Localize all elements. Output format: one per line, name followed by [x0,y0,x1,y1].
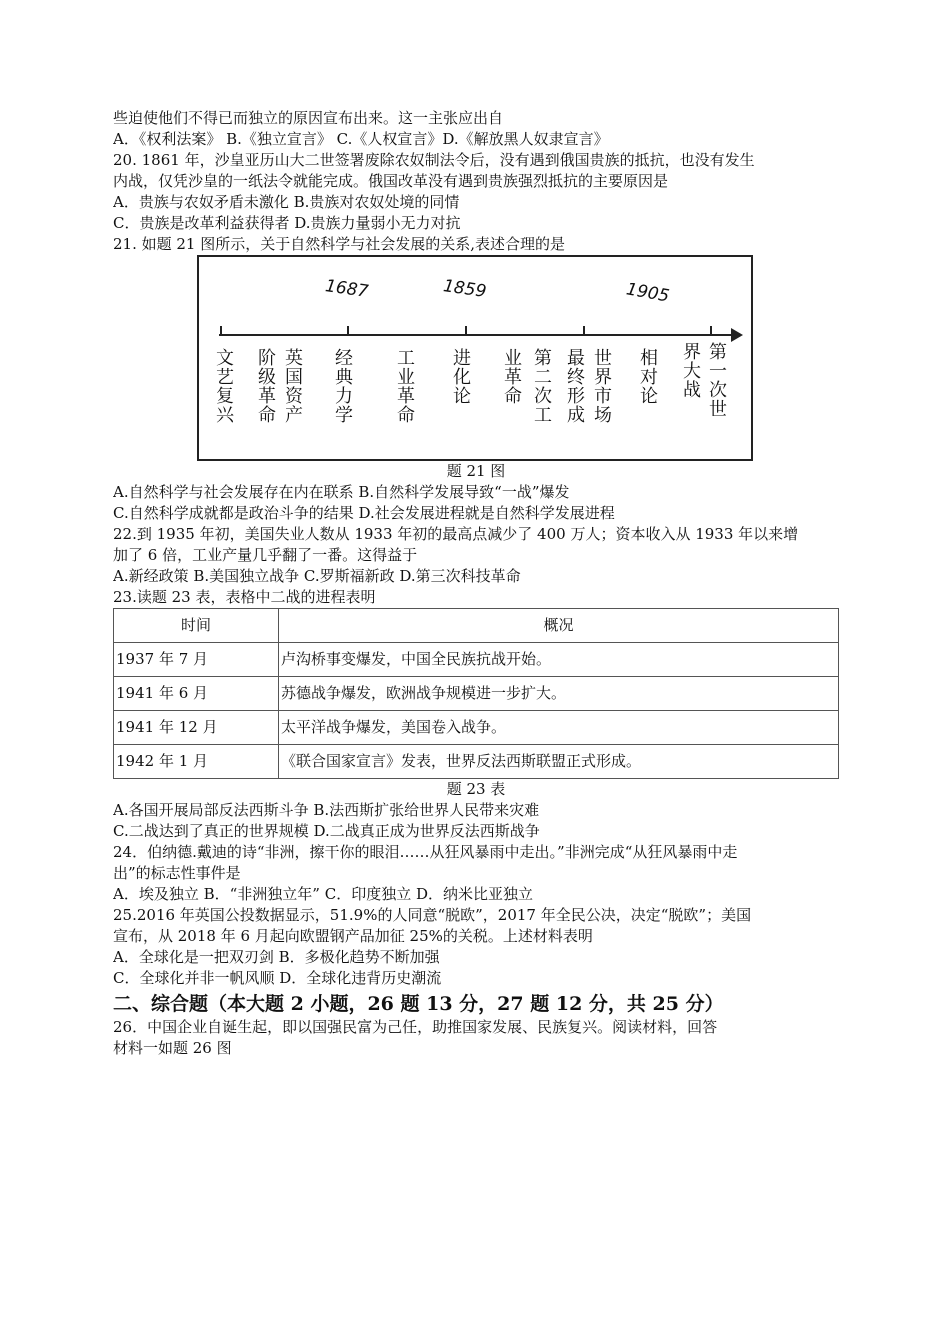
q25-options-ab: A．全球化是一把双刃剑 B．多极化趋势不断加强 [113,948,440,966]
figure-21-caption: 题 21 图 [446,462,506,480]
timeline-tick [710,326,712,336]
timeline-tick [465,326,467,336]
section-2-heading: 二、综合题（本大题 2 小题，26 题 13 分，27 题 12 分，共 25 分） [113,993,724,1015]
timeline-label: 相对论 [640,348,658,407]
table-23 [113,608,839,779]
timeline-label: 阶级革命 [258,348,276,426]
q22-stem-cont: 加了 6 倍，工业产量几乎翻了一番。这得益于 [113,546,418,564]
timeline-label: 文艺复兴 [216,348,234,426]
timeline-label: 最终形成 [567,348,585,426]
q20-options-cd: C．贵族是改革利益获得者 D.贵族力量弱小无力对抗 [113,214,461,232]
table-row [114,643,839,677]
row-event: 苏德战争爆发，欧洲战争规模进一步扩大。 [279,677,839,711]
q20-stem: 20. 1861 年，沙皇亚历山大二世签署废除农奴制法令后，没有遇到俄国贵族的抵抗，也没有发生 [113,151,755,169]
q24-options: A．埃及独立 B．“非洲独立年” C．印度独立 D．纳米比亚独立 [113,885,534,903]
table-row [114,677,839,711]
timeline-tick [347,326,349,336]
q26-stem: 26．中国企业自诞生起，即以国强民富为己任，助推国家发展、民族复兴。阅读材料，回答 [113,1018,718,1036]
row-date: 1941 年 12 月 [114,711,279,745]
exam-page [113,108,839,1059]
q26-material: 材料一如题 26 图 [113,1039,232,1057]
q23-options-cd: C.二战达到了真正的世界规模 D.二战真正成为世界反法西斯战争 [113,822,540,840]
timeline-label: 进化论 [453,348,471,407]
timeline-label: 业革命 [504,348,522,407]
row-event: 卢沟桥事变爆发，中国全民族抗战开始。 [279,643,839,677]
timeline-tick [583,326,585,336]
q22-options: A.新经政策 B.美国独立战争 C.罗斯福新政 D.第三次科技革命 [113,567,521,585]
q25-stem-cont: 宣布，从 2018 年 6 月起向欧盟钢产品加征 25%的关税。上述材料表明 [113,927,593,945]
q20-stem-cont: 内战，仅凭沙皇的一纸法令就能完成。俄国改革没有遇到贵族强烈抵抗的主要原因是 [113,172,669,190]
table-row [114,745,839,779]
q21-stem: 21. 如题 21 图所示，关于自然科学与社会发展的关系,表述合理的是 [113,235,566,253]
header-overview: 概况 [279,609,839,643]
header-time: 时间 [114,609,279,643]
q23-stem: 23.读题 23 表，表格中二战的进程表明 [113,588,376,606]
q21-options-cd: C.自然科学成就都是政治斗争的结果 D.社会发展进程就是自然科学发展进程 [113,504,615,522]
row-event: 《联合国家宣言》发表，世界反法西斯联盟正式形成。 [279,745,839,779]
timeline-tick [220,326,222,336]
year-1859: 1859 [441,276,488,302]
table-header-row [114,609,839,643]
timeline-label: 工业革命 [397,348,415,426]
q23-options-ab: A.各国开展局部反法西斯斗争 B.法西斯扩张给世界人民带来灾难 [113,801,540,819]
timeline-label: 经典力学 [335,348,353,426]
timeline-arrow [731,328,743,342]
row-date: 1942 年 1 月 [114,745,279,779]
q24-stem-cont: 出”的标志性事件是 [113,864,241,882]
q19-options: A．《权利法案》 B.《独立宣言》 C.《人权宣言》D.《解放黑人奴隶宣言》 [113,130,609,148]
timeline-axis [219,334,735,336]
row-event: 太平洋战争爆发，美国卷入战争。 [279,711,839,745]
timeline-label: 界大战 [683,342,701,401]
timeline-label: 第一次世 [709,342,727,420]
figure-21-timeline [197,255,753,461]
q24-stem: 24．伯纳德.戴迪的诗“非洲，擦干你的眼泪……从狂风暴雨中走出。”非洲完成“从狂风暴雨中走 [113,843,738,861]
timeline-label: 英国资产 [285,348,303,426]
timeline-label: 世界市场 [594,348,612,426]
q20-options-ab: A．贵族与农奴矛盾未激化 B.贵族对农奴处境的同情 [113,193,460,211]
row-date: 1941 年 6 月 [114,677,279,711]
q25-stem: 25.2016 年英国公投数据显示，51.9%的人同意“脱欧”，2017 年全民公决，决定“脱欧”；美国 [113,906,752,924]
row-date: 1937 年 7 月 [114,643,279,677]
q21-options-ab: A.自然科学与社会发展存在内在联系 B.自然科学发展导致“一战”爆发 [113,483,570,501]
q22-stem: 22.到 1935 年初，美国失业人数从 1933 年初的最高点减少了 400 万人；资本收入从 1933 年以来增 [113,525,799,543]
timeline-label: 第二次工 [534,348,552,426]
year-1905: 1905 [624,279,671,307]
q19-stem-end: 些迫使他们不得已而独立的原因宣布出来。这一主张应出自 [113,109,504,127]
q25-options-cd: C．全球化并非一帆风顺 D．全球化违背历史潮流 [113,969,442,987]
table-row [114,711,839,745]
year-1687: 1687 [323,276,370,302]
table-23-caption: 题 23 表 [446,780,506,798]
